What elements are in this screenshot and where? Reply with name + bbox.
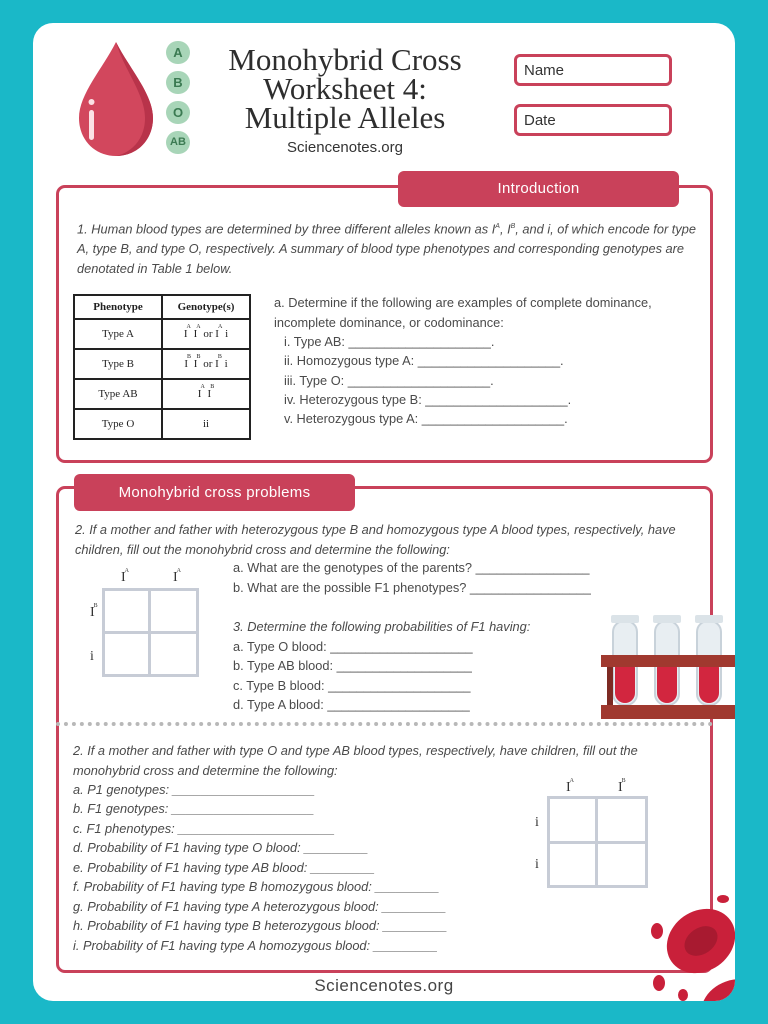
phenotype-table (73, 294, 251, 440)
punnett-square-1[interactable] (102, 588, 199, 677)
intro-paragraph: 1. Human blood types are determined by three different alleles known as $I^A$, $I^B$, and i, of which encode for type A, type B, and type O, respectively. A summary of blood type phenotypes and corresponding genotypes are denotated in Table 1 below. (77, 221, 696, 277)
question-4h[interactable]: h. Probability of F1 having type B heterozygous blood: _________ (73, 918, 448, 933)
question-3c[interactable]: c. Type B blood: ____________________ (233, 678, 471, 693)
cross1-col2-allele: $I^A$ (173, 568, 182, 585)
question-2a[interactable]: a. What are the genotypes of the parents? ________________ (233, 560, 590, 575)
test-tube-rack-icon (599, 613, 735, 728)
table-cell: Type O (74, 409, 162, 439)
question-4e[interactable]: e. Probability of F1 having type AB blood: _________ (73, 860, 375, 875)
table-row (74, 409, 250, 439)
answer-line[interactable]: iv. Heterozygous type B: ____________________. (284, 392, 572, 407)
question-4d[interactable]: d. Probability of F1 having type O blood: _________ (73, 840, 369, 855)
allele-badge-b: B (166, 71, 190, 94)
table-cell: $I^A$ $I^A$ or $I^A$ i (162, 319, 250, 349)
cross2-col1-allele: $I^A$ (566, 778, 575, 795)
allele-badge-o: O (166, 101, 190, 124)
table-row (74, 349, 250, 379)
table-cell: Type A (74, 319, 162, 349)
introduction-tab: Introduction (398, 171, 679, 207)
title-line-1: Monohybrid Cross (228, 42, 462, 77)
table-header-row (74, 295, 250, 319)
question-3-text: 3. Determine the following probabilities of F1 having: (233, 619, 531, 634)
title-line-2: Worksheet 4: (263, 71, 427, 106)
blood-cells-icon (643, 883, 735, 1001)
table-cell: $I^B$ $I^B$ or $I^B$ i (162, 349, 250, 379)
page-subtitle: Sciencenotes.org (287, 139, 403, 156)
punnett-square-2[interactable] (547, 796, 648, 888)
page-title (213, 42, 477, 135)
table-cell: Type B (74, 349, 162, 379)
question-4b[interactable]: b. F1 genotypes: ____________________ (73, 801, 315, 816)
answer-line[interactable]: i. Type AB: ____________________. (284, 334, 495, 349)
cross1-row1-allele: $I^B$ (90, 603, 98, 620)
question-2-text: 2. If a mother and father with heterozygous type B and homozygous type A blood types, respectively, have children, fill out the monohybrid cross and determine the following: (75, 522, 676, 557)
table-row (74, 379, 250, 409)
cross2-col2-allele: $I^B$ (618, 778, 626, 795)
blood-drop-icon (73, 38, 159, 160)
date-field[interactable]: Date (514, 104, 672, 136)
question-4g[interactable]: g. Probability of F1 having type A heterozygous blood: _________ (73, 899, 447, 914)
answer-line[interactable]: iii. Type O: ____________________. (284, 373, 494, 388)
cross2-row2-allele: i (535, 857, 539, 872)
title-line-3: Multiple Alleles (244, 100, 446, 135)
table-cell: ii (162, 409, 250, 439)
question-4c[interactable]: c. F1 phenotypes: ______________________ (73, 821, 335, 836)
question-4i[interactable]: i. Probability of F1 having type A homozygous blood: _________ (73, 938, 438, 953)
problems-tab: Monohybrid cross problems (74, 474, 355, 511)
table-cell: Type AB (74, 379, 162, 409)
answer-line[interactable]: v. Heterozygous type A: ____________________. (284, 411, 568, 426)
question-3a[interactable]: a. Type O blood: ____________________ (233, 639, 473, 654)
question-4-text: 2. If a mother and father with type O and type AB blood types, respectively, have children, fill out the monohybrid cross and determine the following: (73, 743, 638, 778)
table-row (74, 319, 250, 349)
worksheet-page (33, 23, 735, 1001)
question-3d[interactable]: d. Type A blood: ____________________ (233, 697, 470, 712)
cross1-row2-allele: i (90, 649, 94, 664)
allele-badge-ab: AB (166, 131, 190, 154)
question-a: a. Determine if the following are examples of complete dominance, incomplete dominance, or codominance: (274, 295, 652, 330)
answer-line[interactable]: ii. Homozygous type A: ____________________. (284, 353, 564, 368)
cross1-col1-allele: $I^A$ (121, 568, 130, 585)
name-field[interactable]: Name (514, 54, 672, 86)
table-cell: $I^A$ $I^B$ (162, 379, 250, 409)
footer-site: Sciencenotes.org (314, 976, 454, 995)
allele-badge-a: A (166, 41, 190, 64)
question-2b[interactable]: b. What are the possible F1 phenotypes? _________________ (233, 580, 591, 595)
table-header: Phenotype (74, 295, 162, 319)
question-4f[interactable]: f. Probability of F1 having type B homozygous blood: _________ (73, 879, 440, 894)
question-3b[interactable]: b. Type AB blood: ___________________ (233, 658, 472, 673)
question-4a[interactable]: a. P1 genotypes: ____________________ (73, 782, 315, 797)
table-header: Genotype(s) (162, 295, 250, 319)
cross2-row1-allele: i (535, 815, 539, 830)
